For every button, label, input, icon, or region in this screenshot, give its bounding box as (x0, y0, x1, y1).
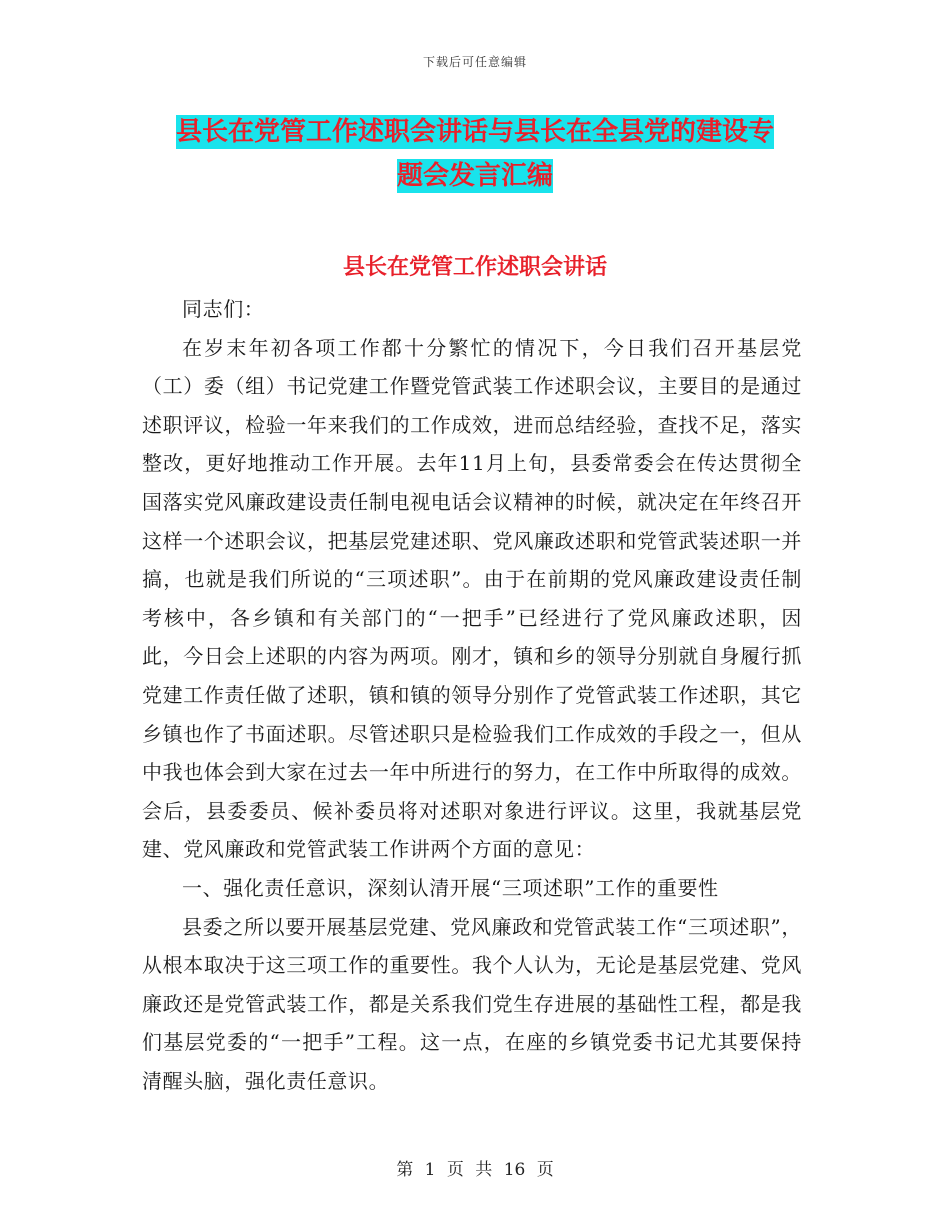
paragraph-opening: 在岁末年初各项工作都十分繁忙的情况下，今日我们召开基层党（工）委（组）书记党建工作暨党管武装工作述职会议，主要目的是通过述职评议，检验一年来我们的工作成效，进而总结经验，查找不足，落实整改，更好地推动工作开展。去年11月上旬，县委常委会在传达贯彻全国落实党风廉政建设责任制电视电话会议精神的时候，就决定在年终召开这样一个述职会议，把基层党建述职、党风廉政述职和党管武装述职一并搞，也就是我们所说的“三项述职”。由于在前期的党风廉政建设责任制考核中，各乡镇和有关部门的“一把手”已经进行了党风廉政述职，因此，今日会上述职的内容为两项。刚才，镇和乡的领导分别就自身履行抓党建工作责任做了述职，镇和镇的领导分别作了党管武装工作述职，其它乡镇也作了书面述职。尽管述职只是检验我们工作成效的手段之一，但从中我也体会到大家在过去一年中所进行的努力，在工作中所取得的成效。会后，县委委员、候补委员将对述职对象进行评议。这里，我就基层党建、党风廉政和党管武装工作讲两个方面的意见： (142, 335, 802, 862)
paragraph-salutation: 同志们： (182, 297, 265, 321)
paragraph-heading-1: 一、强化责任意识，深刻认清开展“三项述职”工作的重要性 (182, 875, 719, 900)
section-title: 县长在党管工作述职会讲话 (342, 255, 607, 280)
header-note: 下载后可任意编辑 (422, 55, 527, 69)
page-number: 第 1 页 共 16 页 (396, 1160, 554, 1180)
document-body (142, 290, 802, 1100)
document-title-line-2: 题会发言汇编 (396, 161, 553, 191)
paragraph-body-1: 县委之所以要开展基层党建、党风廉政和党管武装工作“三项述职”，从根本取决于这三项工作的重要性。我个人认为，无论是基层党建、党风廉政还是党管武装工作，都是关系我们党生存进展的基础性工程，都是我们基层党委的“一把手”工程。这一点，在座的乡镇党委书记尤其要保持清醒头脑，强化责任意识。 (142, 914, 802, 1093)
document-title (140, 110, 810, 198)
document-title-line-1: 县长在党管工作述职会讲话与县长在全县党的建设专 (175, 117, 774, 147)
